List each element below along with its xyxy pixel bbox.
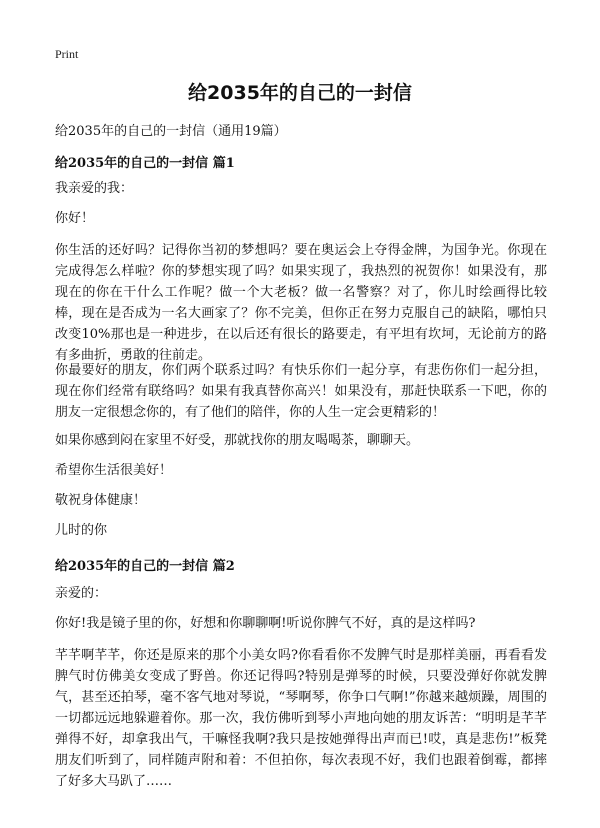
print-link[interactable]: Print — [55, 47, 79, 61]
paragraph: 如果你感到闷在家里不好受，那就找你的朋友喝喝茶，聊聊天。 — [55, 433, 420, 448]
paragraph: 你好!我是镜子里的你，好想和你聊聊啊!听说你脾气不好，真的是这样吗? — [55, 616, 476, 631]
document-title: 给2035年的自己的一封信 — [188, 82, 412, 104]
paragraph: 亲爱的： — [55, 586, 108, 601]
paragraph: 希望你生活很美好！ — [55, 463, 173, 478]
paragraph: 芊芊啊芊芊，你还是原来的那个小美女吗?你看看你不发脾气时是那样美丽，再看看发脾气时仿佛美女变成了野兽。你还记得吗?特别是弹琴的时候，只要没弹好你就发脾气，甚至还拍琴，毫不客气地对琴说，“琴啊琴，你争口气啊!”你越来越烦躁，周围的一切都远远地躲避着你。那一次，我仿佛听到琴小声地向她的朋友诉苦：“明明是芊芊弹得不好，却拿我出气，干嘛怪我啊?我只是按她弹得出声而已!哎，真是悲伤!”板凳朋友们听到了，同样随声附和着：不但拍你，每次表现不好，我们也跟着倒霉，都摔了好多大马趴了…… — [55, 648, 547, 789]
paragraph: 你最要好的朋友，你们两个联系过吗？有快乐你们一起分享，有悲伤你们一起分担，现在你们经常有联络吗？如果有我真替你高兴！如果没有，那赶快联系一下吧，你的朋友一定很想念你的，有了他们的陪伴，你的人生一定会更精彩的！ — [55, 363, 547, 420]
paragraph: 我亲爱的我： — [55, 181, 134, 196]
section-heading-2: 给2035年的自己的一封信 篇2 — [55, 559, 235, 574]
paragraph: 你生活的还好吗？记得你当初的梦想吗？要在奥运会上夺得金牌，为国争光。你现在完成得怎么样啦？你的梦想实现了吗？如果实现了，我热烈的祝贺你！如果没有，那现在的你在干什么工作呢？做一个大老板？做一名警察？对了，你儿时绘画得比较棒，现在是否成为一名大画家了？你不完美，但你正在努力克服自己的缺陷，哪怕只改变10%那也是一种进步，在以后还有很长的路要走，有平坦有坎坷，无论前方的路有多曲折，勇敢的往前走。 — [55, 243, 547, 363]
paragraph: 儿时的你 — [55, 523, 108, 538]
paragraph: 你好！ — [55, 211, 95, 226]
paragraph: 敬祝身体健康！ — [55, 493, 147, 508]
document-subtitle: 给2035年的自己的一封信（通用19篇） — [55, 124, 287, 139]
section-heading-1: 给2035年的自己的一封信 篇1 — [55, 156, 235, 171]
